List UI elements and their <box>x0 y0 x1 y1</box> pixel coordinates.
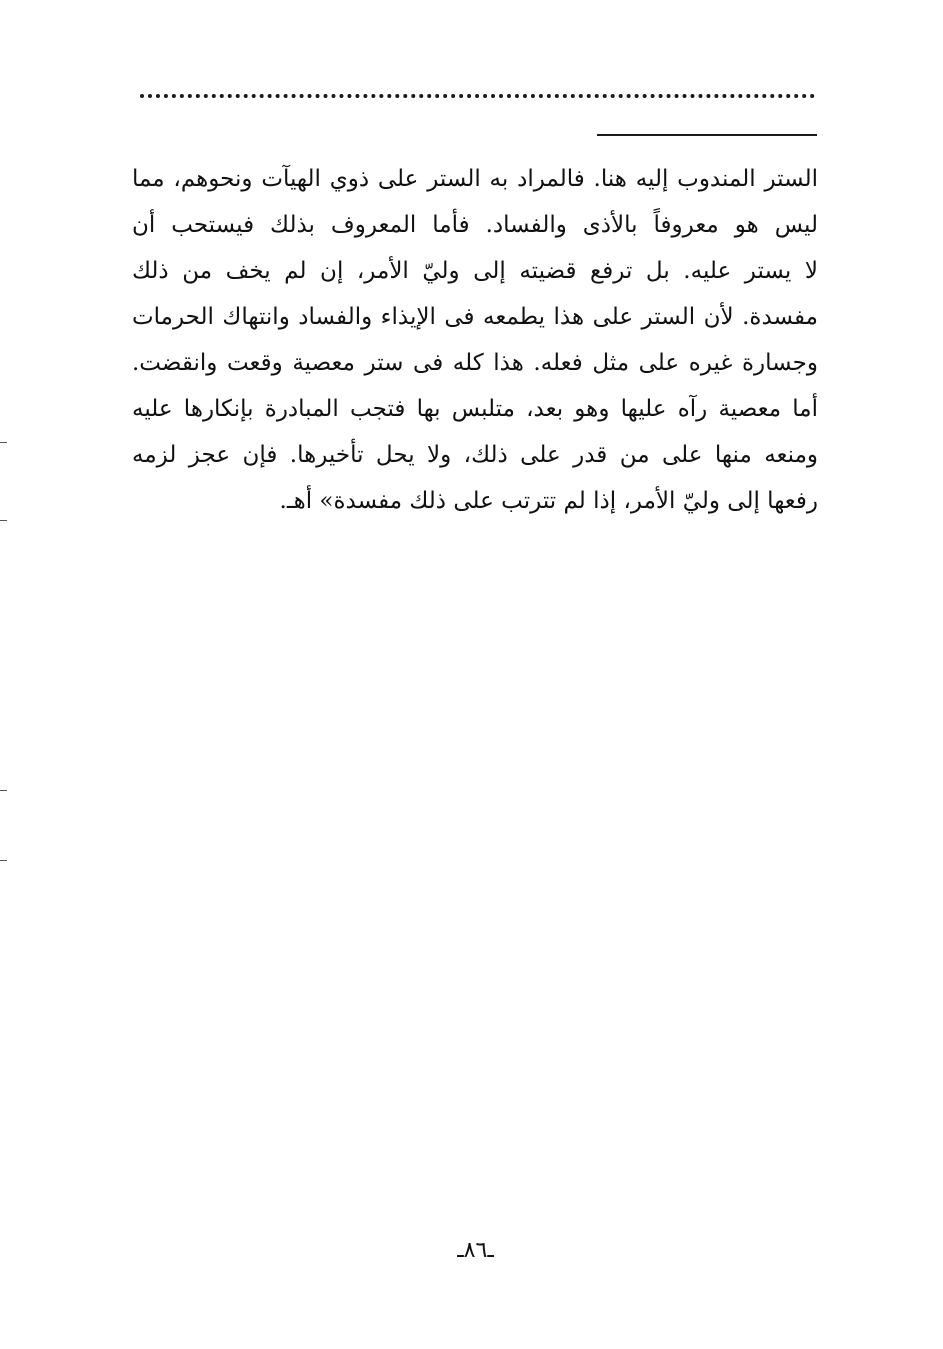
text-line: لا يستر عليه. بل ترفع قضيته إلى وليّ الأمر، إن لم يخف من ذلك <box>132 258 818 284</box>
text-line: رفعها إلى وليّ الأمر، إذا لم تترتب على ذلك مفسدة» أهـ. <box>279 488 818 514</box>
page-number: ـ٨٦ـ <box>457 1238 494 1263</box>
text-line: أما معصية رآه عليها وهو بعد، متلبس بها فتجب المبادرة بإنكارها عليه <box>132 396 818 422</box>
scan-edge-mark <box>0 860 7 861</box>
dotted-separator <box>140 94 815 98</box>
scan-edge-mark <box>0 790 7 791</box>
text-line: مفسدة. لأن الستر على هذا يطمعه فى الإيذاء والفساد وانتهاك الحرمات <box>132 304 818 330</box>
scan-edge-mark <box>0 520 7 521</box>
text-line: ومنعه منها على من قدر على ذلك، ولا يحل تأخيرها. فإن عجز لزمه <box>132 442 818 468</box>
text-line: ليس هو معروفاً بالأذى والفساد. فأما المعروف بذلك فيستحب أن <box>132 212 818 238</box>
scan-edge-mark <box>0 442 7 443</box>
text-line: الستر المندوب إليه هنا. فالمراد به الستر على ذوي الهيآت ونحوهم، مما <box>132 166 818 192</box>
text-line: وجسارة غيره على مثل فعله. هذا كله فى ستر معصية وقعت وانقضت. <box>132 350 818 376</box>
body-text <box>132 156 818 524</box>
footnote-rule <box>597 134 817 136</box>
